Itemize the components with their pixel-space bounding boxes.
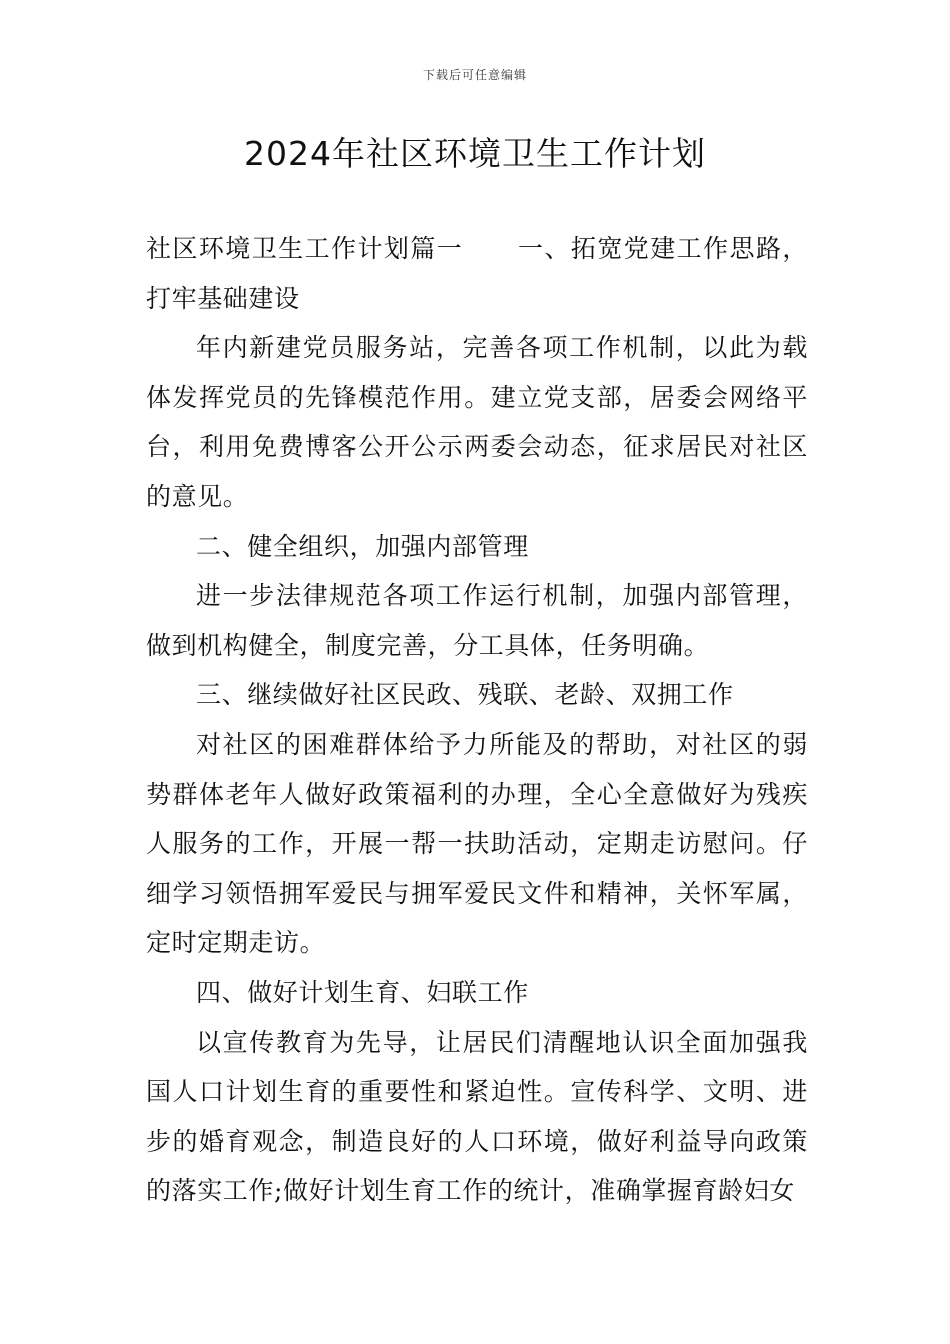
paragraph-4: 以宣传教育为先导，让居民们清醒地认识全面加强我国人口计划生育的重要性和紧迫性。宣传科学、文明、进步的婚育观念，制造良好的人口环境，做好利益导向政策的落实工作;做好计划生育工作的统计，准确掌握育龄妇女 (146, 1027, 808, 1206)
section-heading-2: 二、健全组织，加强内部管理 (196, 531, 529, 561)
paragraph-2: 进一步法律规范各项工作运行机制，加强内部管理，做到机构健全，制度完善，分工具体，任务明确。 (146, 581, 808, 660)
paragraph-1: 年内新建党员服务站，完善各项工作机制，以此为载体发挥党员的先锋模范作用。建立党支部，居委会网络平台，利用免费博客公开公示两委会动态，征求居民对社区的意见。 (146, 333, 808, 511)
section-heading-4: 四、做好计划生育、妇联工作 (196, 977, 529, 1007)
paragraph-3: 对社区的困难群体给予力所能及的帮助，对社区的弱势群体老年人做好政策福利的办理，全心全意做好为残疾人服务的工作，开展一帮一扶助活动，定期走访慰问。仔细学习领悟拥军爱民与拥军爱民文件和精神，关怀军属，定时定期走访。 (146, 729, 808, 958)
header-note: 下载后可任意编辑 (422, 68, 527, 82)
document-title: 2024年社区环境卫生工作计划 (244, 134, 706, 173)
intro-paragraph (146, 224, 808, 323)
section-heading-3: 三、继续做好社区民政、残联、老龄、双拥工作 (196, 680, 734, 710)
section-heading-1: 一、拓宽党建工作思路，打牢基础建设 (146, 234, 808, 313)
doc-label: 社区环境卫生工作计划篇一 (146, 234, 464, 263)
document-body (146, 224, 808, 1216)
